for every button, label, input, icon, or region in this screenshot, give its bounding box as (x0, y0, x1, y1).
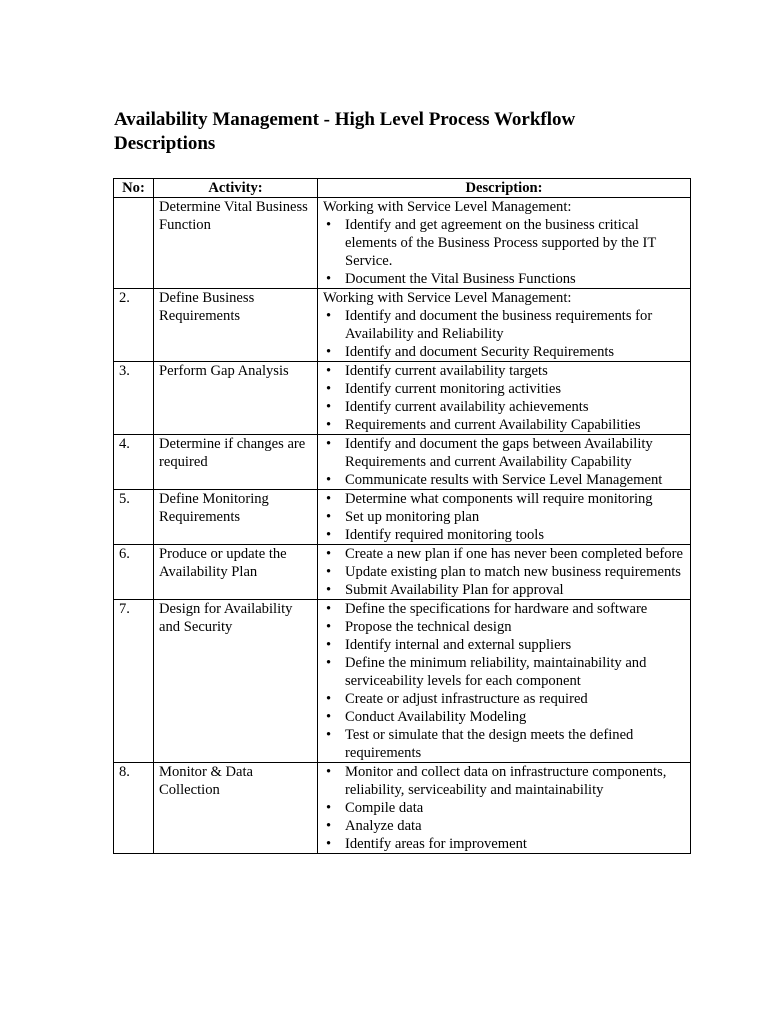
row-number: 4. (114, 435, 154, 490)
activity-cell: Define Business Requirements (154, 289, 318, 362)
bullet-item: • Identify and document the gaps between Availability Requirements and current Availability Capability (323, 435, 685, 471)
row-number: 5. (114, 490, 154, 545)
row-number: 2. (114, 289, 154, 362)
description-bullet-list (323, 600, 685, 762)
table-row (114, 362, 691, 435)
bullet-item: • Define the specifications for hardware and software (323, 600, 685, 618)
description-bullet-list (323, 362, 685, 434)
bullet-item: • Document the Vital Business Functions (323, 270, 685, 288)
activity-cell: Design for Availability and Security (154, 600, 318, 763)
activity-cell: Determine if changes are required (154, 435, 318, 490)
bullet-item: • Determine what components will require monitoring (323, 490, 685, 508)
description-bullet-list (323, 490, 685, 544)
table-row (114, 289, 691, 362)
document-title: Availability Management - High Level Process Workflow Descriptions (114, 109, 576, 154)
bullet-item: • Test or simulate that the design meets the defined requirements (323, 726, 685, 762)
activity-cell: Define Monitoring Requirements (154, 490, 318, 545)
table-body (114, 198, 691, 854)
description-cell (318, 763, 691, 854)
bullet-item: • Identify current availability achievements (323, 398, 685, 416)
row-number: 3. (114, 362, 154, 435)
table-row (114, 435, 691, 490)
bullet-item: • Communicate results with Service Level Management (323, 471, 685, 489)
description-cell (318, 490, 691, 545)
row-number: 8. (114, 763, 154, 854)
activity-cell: Determine Vital Business Function (154, 198, 318, 289)
description-cell (318, 362, 691, 435)
activity-cell: Perform Gap Analysis (154, 362, 318, 435)
activity-cell: Produce or update the Availability Plan (154, 545, 318, 600)
table-row (114, 545, 691, 600)
table-header-row (114, 179, 691, 198)
bullet-item: • Identify required monitoring tools (323, 526, 685, 544)
table-row (114, 600, 691, 763)
description-cell (318, 289, 691, 362)
bullet-item: • Identify internal and external suppliers (323, 636, 685, 654)
row-number: 6. (114, 545, 154, 600)
bullet-item: • Identify and document the business requirements for Availability and Reliability (323, 307, 685, 343)
bullet-item: • Submit Availability Plan for approval (323, 581, 685, 599)
bullet-item: • Requirements and current Availability Capabilities (323, 416, 685, 434)
bullet-item: • Identify and get agreement on the business critical elements of the Business Process supported by the IT Service. (323, 216, 685, 270)
bullet-item: • Update existing plan to match new business requirements (323, 563, 685, 581)
description-cell (318, 545, 691, 600)
bullet-item: • Compile data (323, 799, 685, 817)
activity-cell: Monitor & Data Collection (154, 763, 318, 854)
header-activity: Activity: (154, 179, 318, 198)
bullet-item: • Analyze data (323, 817, 685, 835)
description-bullet-list (323, 545, 685, 599)
bullet-item: • Identify and document Security Requirements (323, 343, 685, 361)
description-bullet-list (323, 435, 685, 489)
bullet-item: • Propose the technical design (323, 618, 685, 636)
description-cell (318, 435, 691, 490)
row-number: 7. (114, 600, 154, 763)
description-bullet-list (323, 763, 685, 853)
description-intro: Working with Service Level Management: (323, 290, 572, 306)
bullet-item: • Identify current monitoring activities (323, 380, 685, 398)
description-cell (318, 198, 691, 289)
bullet-item: • Identify current availability targets (323, 362, 685, 380)
table-row (114, 198, 691, 289)
workflow-table (113, 178, 691, 854)
bullet-item: • Define the minimum reliability, maintainability and serviceability levels for each component (323, 654, 685, 690)
description-intro: Working with Service Level Management: (323, 199, 572, 215)
bullet-item: • Conduct Availability Modeling (323, 708, 685, 726)
bullet-item: • Identify areas for improvement (323, 835, 685, 853)
bullet-item: • Create a new plan if one has never been completed before (323, 545, 685, 563)
bullet-item: • Set up monitoring plan (323, 508, 685, 526)
header-description: Description: (318, 179, 691, 198)
table-row (114, 763, 691, 854)
bullet-item: • Monitor and collect data on infrastructure components, reliability, serviceability and maintainability (323, 763, 685, 799)
header-no: No: (114, 179, 154, 198)
table-row (114, 490, 691, 545)
description-cell (318, 600, 691, 763)
description-bullet-list (323, 216, 685, 288)
description-bullet-list (323, 307, 685, 361)
row-number (114, 198, 154, 289)
bullet-item: • Create or adjust infrastructure as required (323, 690, 685, 708)
